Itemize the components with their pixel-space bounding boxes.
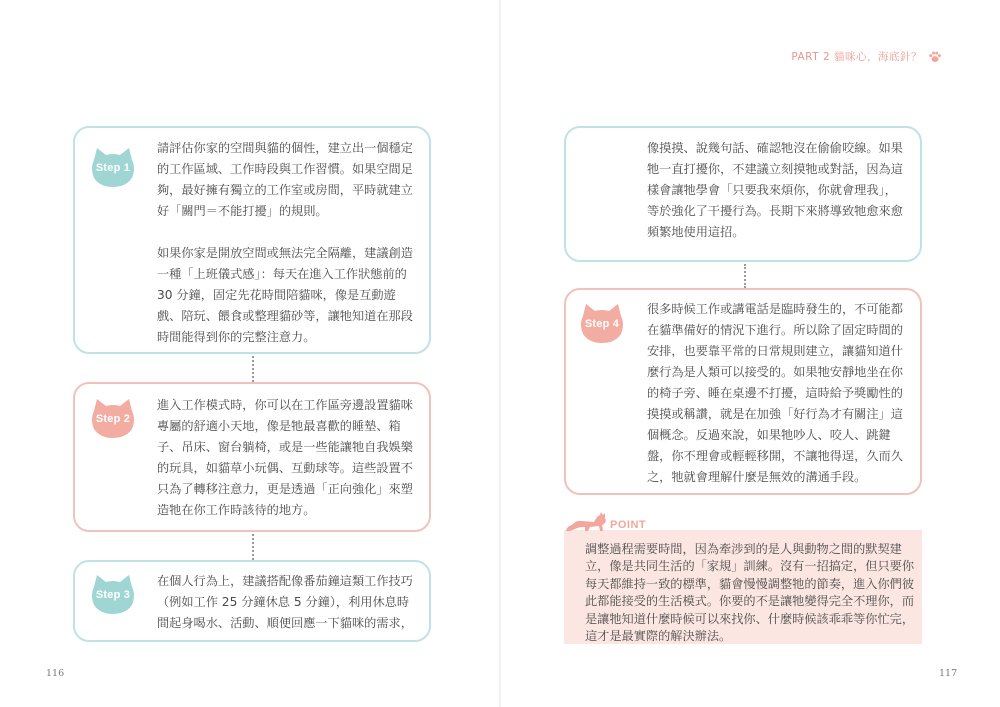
step3-text [157, 571, 419, 634]
step3-continued-text [647, 138, 909, 243]
step2-text [157, 395, 419, 521]
step1-badge [90, 146, 136, 188]
page-gutter [499, 0, 501, 707]
paw-icon [928, 50, 942, 64]
step2-badge-label: Step 2 [95, 413, 131, 425]
step2-badge [90, 397, 136, 439]
step4-paragraph: 很多時候工作或講電話是臨時發生的，不可能都在貓準備好的情況下進行。所以除了固定時間的安排，也要靠平常的日常規則建立，讓貓知道什麼行為是人類可以接受的。如果牠安靜地坐在你的椅子旁、睡在桌邊不打擾，這時給予獎勵性的摸摸或稱讚，就是在加強「好行為才有關注」這個概念。反過來說，如果牠吵人、咬人、跳鍵盤，你不理會或輕輕移開，不讓牠得逞，久而久之，牠就會理解什麼是無效的溝通手段。 [647, 302, 903, 484]
page-number-right: 117 [939, 668, 958, 679]
step1-badge-label: Step 1 [95, 162, 131, 174]
running-head [791, 49, 942, 64]
step3-badge-label: Step 3 [95, 589, 131, 601]
step3-paragraph: 在個人行為上，建議搭配像番茄鐘這類工作技巧（例如工作 25 分鐘休息 5 分鐘），利用休息時間起身喝水、活動、順便回應一下貓咪的需求， [157, 574, 413, 630]
connector-dots [252, 534, 254, 560]
step4-badge [579, 302, 625, 344]
point-heading [564, 511, 646, 533]
continued-paragraph: 像摸摸、說幾句話、確認牠沒在偷偷咬線。如果牠一直打擾你，不建議立刻摸牠或對話，因為這樣會讓牠學會「只要我來煩你，你就會理我」，等於強化了干擾行為。長期下來將導致牠愈來愈頻繁地使用這招。 [647, 141, 903, 239]
step1-text [157, 138, 419, 348]
step4-badge-label: Step 4 [584, 318, 620, 330]
point-text: 調整過程需要時間，因為牽涉到的是人與動物之間的默契建立，像是共同生活的「家規」訓練。沒有一招搞定，但只要你每天都維持一致的標準，貓會慢慢調整牠的節奏，進入你們彼此都能接受的生活模式。你要的不是讓牠變得完全不理你，而是讓牠知道什麼時候可以來找你、什麼時候該乖乖等你忙完，這才是最實際的解決辦法。 [585, 542, 915, 644]
step1-paragraph: 請評估你家的空間與貓的個性，建立出一個穩定的工作區域、工作時段與工作習慣。如果空間足夠，最好擁有獨立的工作室或房間，平時就建立好「關門＝不能打擾」的規則。 [157, 141, 413, 218]
running-head-text: PART 2 貓咪心，海底針？ [791, 51, 922, 63]
stretching-cat-icon [564, 511, 608, 533]
page-number-left: 116 [46, 668, 65, 679]
step2-paragraph: 進入工作模式時，你可以在工作區旁邊設置貓咪專屬的舒適小天地，像是牠最喜歡的睡墊、箱子、吊床、窗台躺椅，或是一些能讓牠自我娛樂的玩具，如貓草小玩偶、互動球等。這些設置不只為了轉移注意力，更是透過「正向強化」來塑造牠在你工作時該待的地方。 [157, 398, 413, 517]
step3-badge [90, 573, 136, 615]
point-label: POINT [610, 519, 647, 531]
connector-dots [252, 356, 254, 382]
connector-dots [744, 264, 746, 288]
step1-paragraph: 如果你家是開放空間或無法完全隔離，建議創造一種「上班儀式感」：每天在進入工作狀態前的 30 分鐘，固定先花時間陪貓咪，像是互動遊戲、陪玩、餵食或整理貓砂等，讓牠知道在那段時間能得到你的完整注意力。 [157, 246, 413, 344]
step4-text [647, 299, 909, 488]
